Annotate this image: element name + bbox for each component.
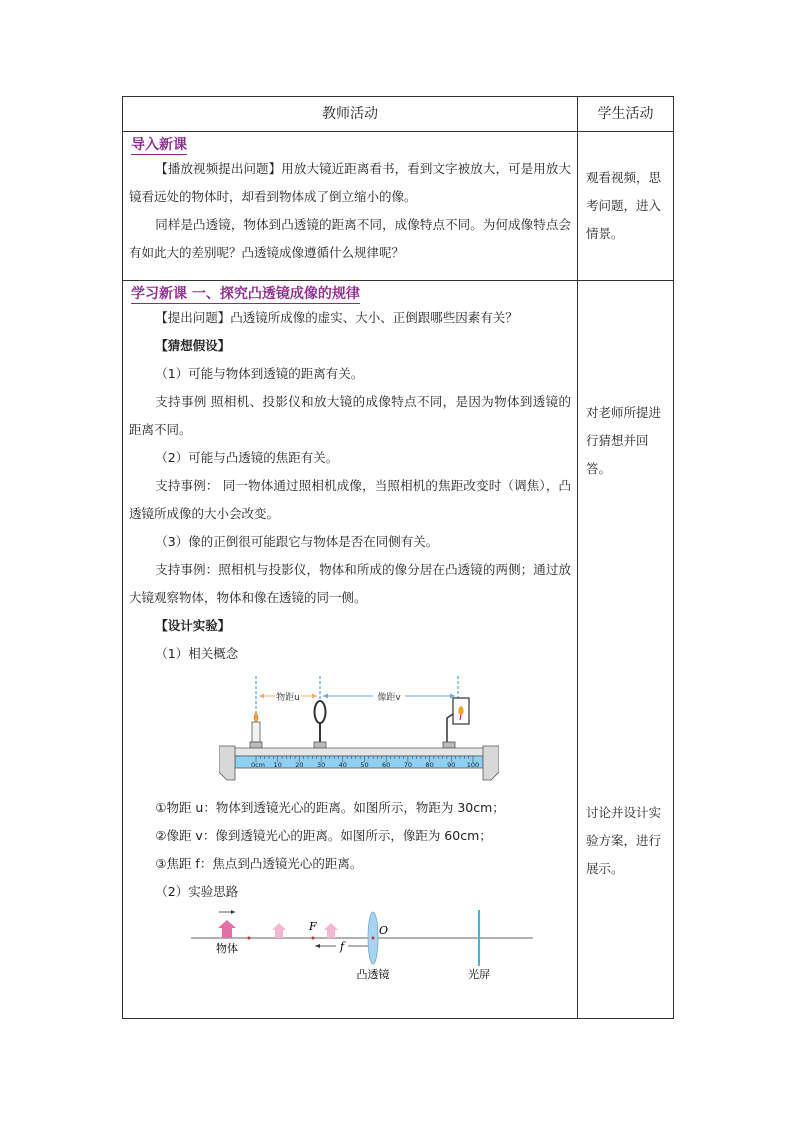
- hypothesis-1-support: 支持事例 照相机、投影仪和放大镜的成像特点不同，是因为物体到透镜的距离不同。: [129, 394, 571, 437]
- scale-label: 90: [447, 761, 456, 769]
- point-2f-left: [248, 937, 251, 940]
- screen-label: 光屏: [468, 968, 490, 981]
- screen-stand: [447, 714, 453, 744]
- candle-flame: [254, 712, 258, 722]
- row-intro: [123, 132, 674, 281]
- u-arrowhead-right: [312, 694, 317, 699]
- principal-axis-figure: [187, 906, 537, 984]
- scale-label: 50: [360, 761, 369, 769]
- hypothesis-3-support: 支持事例：照相机与投影仪，物体和所成的像分居在凸透镜的两侧；通过放大镜观察物体，物体和像在透镜的同一侧。: [129, 562, 571, 605]
- hypothesis-3: （3）像的正倒很可能跟它与物体是否在同侧有关。: [155, 534, 439, 549]
- scale-label: 100: [466, 761, 480, 769]
- candle-body: [252, 722, 260, 742]
- idea-heading: （2）实验思路: [155, 884, 239, 899]
- optical-center: [372, 937, 375, 940]
- object-vector-head: [231, 910, 235, 914]
- scale-label: 20: [295, 761, 304, 769]
- candle-holder: [250, 742, 262, 748]
- u-label: 物距u: [276, 693, 300, 703]
- object-arrow: [218, 920, 236, 938]
- scale-label: 80: [425, 761, 434, 769]
- scale-label: 60: [382, 761, 391, 769]
- hypothesis-2-support: 支持事例： 同一物体通过照相机成像，当照相机的焦距改变时（调焦），凸透镜所成像的大小会改变。: [129, 478, 571, 521]
- intro-student-cell: [578, 132, 674, 281]
- hypothesis-1: （1）可能与物体到透镜的距离有关。: [155, 366, 364, 381]
- optical-center-label: O: [379, 924, 389, 937]
- lens-holder: [314, 742, 326, 748]
- student-activity-b: 讨论并设计实验方案，进行展示。: [586, 805, 662, 876]
- question: 【提出问题】凸透镜所成像的虚实、大小、正倒跟哪些因素有关？: [155, 310, 518, 325]
- scale-label: 0cm: [250, 761, 266, 769]
- scale-label: 70: [403, 761, 413, 769]
- f-arrowhead-left: [315, 944, 320, 948]
- rail-scale: [235, 756, 483, 768]
- row-new-lesson: [123, 281, 674, 1019]
- hypothesis-2: （2）可能与凸透镜的焦距有关。: [155, 450, 339, 465]
- lesson-student-cell: [578, 281, 674, 1019]
- v-label: 像距v: [377, 693, 401, 703]
- lens-ring: [315, 701, 326, 723]
- v-arrowhead-left: [323, 694, 328, 699]
- object-label: 物体: [216, 942, 238, 955]
- def-image-distance: ②像距 v：像到透镜光心的距离。如图所示，像距为 60cm；: [155, 828, 492, 843]
- intro-p2: 同样是凸透镜，物体到凸透镜的距离不同，成像特点不同。为何成像特点会有如此大的差别呢？凸透镜成像遵循什么规律呢？: [129, 217, 571, 260]
- table-header-row: [123, 97, 674, 132]
- lesson-teacher-cell: [123, 281, 578, 1019]
- focal-point-left: [312, 937, 315, 940]
- faint-object-arrow-2: [324, 923, 338, 938]
- student-activity-a: 对老师所提进行猜想并回答。: [586, 405, 662, 476]
- u-arrowhead-left: [259, 694, 264, 699]
- f-label: f: [339, 940, 345, 953]
- scale-label: 40: [338, 761, 347, 769]
- def-focal-length: ③焦距 f：焦点到凸透镜光心的距离。: [155, 856, 363, 871]
- header-teacher: 教师活动: [123, 97, 578, 132]
- design-heading: 【设计实验】: [155, 618, 231, 633]
- concept-heading: （1）相关概念: [155, 646, 239, 661]
- scale-label: 10: [273, 761, 282, 769]
- optical-bench-figure: [219, 674, 499, 794]
- intro-student-text: 观看视频，思考问题，进入情景。: [586, 170, 662, 241]
- intro-p1: 【播放视频提出问题】用放大镜近距离看书，看到文字被放大，可是用放大镜看远处的物体时，却看到物体成了倒立缩小的像。: [129, 161, 571, 204]
- header-student: 学生活动: [578, 97, 674, 132]
- lesson-title: 学习新课 一、探究凸透镜成像的规律: [131, 286, 360, 302]
- rail-top: [227, 748, 491, 756]
- intro-teacher-cell: [123, 132, 578, 281]
- def-object-distance: ①物距 u：物体到透镜光心的距离。如图所示，物距为 30cm；: [155, 800, 505, 815]
- faint-object-arrow-1: [272, 923, 286, 938]
- intro-title: 导入新课: [131, 137, 187, 153]
- rail-foot-right: [483, 746, 499, 780]
- scale-label: 30: [316, 761, 326, 769]
- hypothesis-heading: 【猜想假设】: [155, 338, 231, 353]
- lens-label: 凸透镜: [356, 968, 390, 981]
- focal-label: F: [309, 920, 317, 933]
- lesson-table: [122, 96, 674, 1019]
- screen-holder: [443, 742, 455, 748]
- rail-foot-left: [219, 746, 235, 780]
